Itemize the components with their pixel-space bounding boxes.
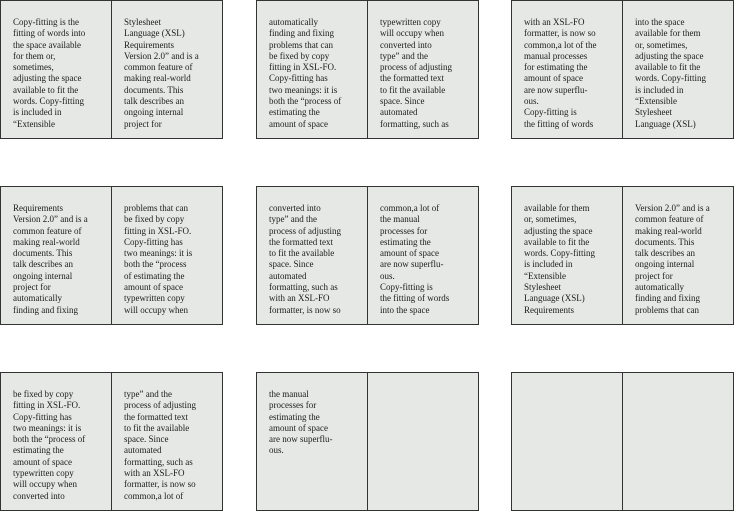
page-4-left-column: [1, 187, 112, 324]
page-8: [256, 372, 479, 511]
column-text: type” and the process of adjusting the formatted text to fit the available space. Since automated formatting, such as with an XSL-FO formatter, is now so common,a lot of: [124, 389, 196, 501]
page-1: [0, 0, 223, 139]
page-5: [256, 186, 479, 325]
page-8-left-column: [257, 373, 368, 510]
page-6-left-column: [512, 187, 623, 324]
page-2-right-column: [368, 1, 478, 138]
page-1-left-column: [1, 1, 112, 138]
column-text: the manual processes for estimating the amount of space are now superflu- ous.: [269, 389, 333, 456]
page-4-right-column: [112, 187, 222, 324]
page-3-right-column: [623, 1, 733, 138]
column-text: common,a lot of the manual processes for estimating the amount of space are now superflu- ous. Copy-fitting is the fitting of words into the space: [380, 203, 450, 315]
page-5-right-column: [368, 187, 478, 324]
column-text: available for them or, sometimes, adjusting the space available to fit the words. Copy-fitting is included in “Extensible Stylesheet Language (XSL) Requirements: [524, 203, 595, 315]
page-7-right-column: [112, 373, 222, 510]
column-text: Requirements Version 2.0” and is a common feature of making real-world documents. This talk describes an ongoing internal project for automatically finding and fixing: [13, 203, 88, 315]
column-text: problems that can be fixed by copy fitting in XSL-FO. Copy-fitting has two meanings: it is both the “process of estimating the amount of space typewritten copy will occupy when: [124, 203, 193, 315]
column-text: Copy-fitting is the fitting of words into the space available for them or, sometimes, adjusting the space available to fit the words. Copy-fitting is included in “Extensible: [13, 17, 86, 129]
column-text: converted into type” and the process of adjusting the formatted text to fit the available space. Since automated formatting, such as with an XSL-FO formatter, is now so: [269, 203, 341, 315]
page-2: [256, 0, 479, 139]
column-text: Version 2.0” and is a common feature of making real-world documents. This talk describes an ongoing internal project for automatically finding and fixing problems that can: [635, 203, 710, 315]
page-7: [0, 372, 223, 511]
column-text: be fixed by copy fitting in XSL-FO. Copy-fitting has two meanings: it is both the “process of estimating the amount of space typewritten copy will occupy when converted into: [13, 389, 86, 501]
page-5-left-column: [257, 187, 368, 324]
page-6-right-column: [623, 187, 733, 324]
page-3: [511, 0, 734, 139]
column-text: into the space available for them or, sometimes, adjusting the space available to fit the words. Copy-fitting is included in “Extensible Stylesheet Language (XSL): [635, 17, 706, 129]
column-text: Stylesheet Language (XSL) Requirements Version 2.0” and is a common feature of making real-world documents. This talk describes an ongoing internal project for: [124, 17, 199, 129]
page-7-left-column: [1, 373, 112, 510]
page-8-right-column: [368, 373, 478, 510]
page-9-right-column: [623, 373, 733, 510]
page-1-right-column: [112, 1, 222, 138]
column-text: with an XSL-FO formatter, is now so common,a lot of the manual processes for estimating the amount of space are now superflu- ous. Copy-fitting is the fitting of words: [524, 17, 597, 129]
page-9: [511, 372, 734, 511]
page-3-left-column: [512, 1, 623, 138]
column-text: typewritten copy will occupy when converted into type” and the process of adjusting the formatted text to fit the available space. Since automated formatting, such as: [380, 17, 452, 129]
page-6: [511, 186, 734, 325]
page-2-left-column: [257, 1, 368, 138]
column-text: automatically finding and fixing problems that can be fixed by copy fitting in XSL-FO. Copy-fitting has two meanings: it is both the “process of estimating the amount of space: [269, 17, 342, 129]
page-4: [0, 186, 223, 325]
page-9-left-column: [512, 373, 623, 510]
